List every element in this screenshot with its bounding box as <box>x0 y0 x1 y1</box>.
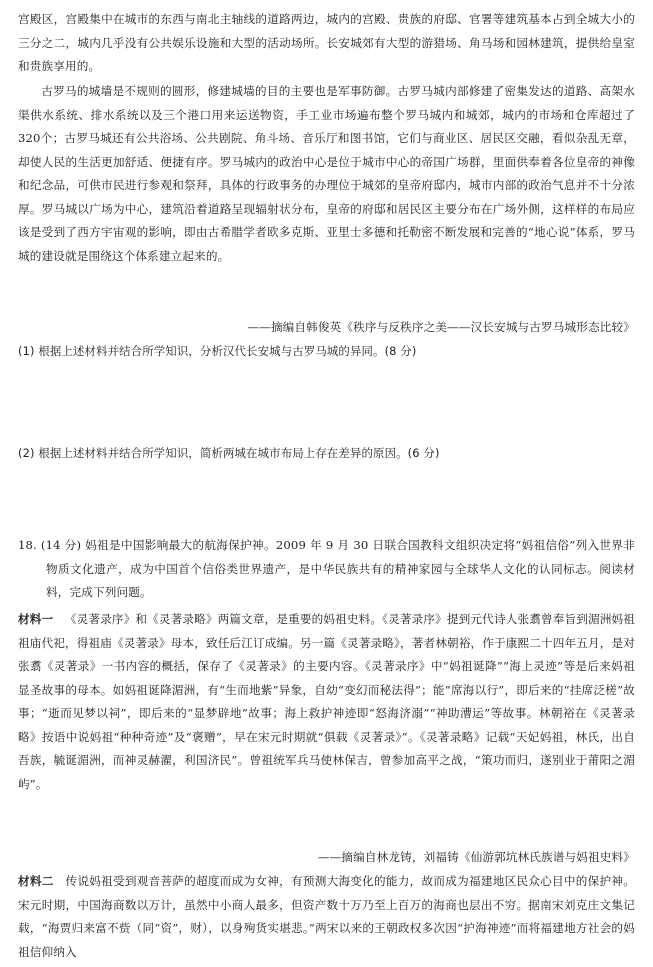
question-1: (1) 根据上述材料并结合所学知识，分析汉代长安城与古罗马城的异同。(8 分) <box>18 344 417 358</box>
material-one-label: 材料一 <box>18 612 54 626</box>
question-18-intro: 18. (14 分) 妈祖是中国影响最大的航海保护神。2009 年 9 月 30 日联合国教科文组织决定将“妈祖信俗”列入世界非物质文化遗产，成为中国首个信俗类世界遗产，是中华民族共有的精神家园与全球华人文化的认同标志。阅读材料，完成下列问题。 <box>18 538 635 599</box>
material-two-label: 材料二 <box>18 874 54 888</box>
material-one-source: ——摘编自林龙铸，刘福铸《仙游郭坑林氏族谱与妈祖史料》 <box>317 850 635 864</box>
material-two <box>18 870 635 964</box>
material-one <box>18 608 635 796</box>
question-2: (2) 根据上述材料并结合所学知识，简析两城在城市布局上存在差异的原因。(6 分) <box>18 446 440 460</box>
material-one-text: 《灵著录序》和《灵著录略》两篇文章，是重要的妈祖史料。《灵著录序》提到元代诗人张翥曾奉旨到湄洲妈祖祖庙代祀，得祖庙《灵著录》母本，致任后江订成编。另一篇《灵著录略》，著者林朝裕，作于康熙二十四年五月，是对张翥《灵著录》一书内容的概括，保存了《灵著录》的主要内容。《灵著录序》中“妈祖诞降”“海上灵迹”等是后来妈祖显圣故事的母本。如妈祖诞降湄洲，有“生而地紫”异象，自幼“变幻而秘法得”；能“席海以行”，即后来的“挂席泛槎”故事；“逝而见梦以祠”，即后来的“显梦辟地”故事；海上救护神迹即“怒海济溺”“神助漕运”等故事。林朝裕在《灵著录略》按语中说妈祖“种种奇迹”及“褒赠”，早在宋元时期就“俱载《灵著录》”。《灵著录略》记载“天妃妈祖，林氏，出自吾族，毓诞湄洲，而神灵赫濯，利国济民”。曾祖统军兵马使林保吉，曾参加高平之战，“策功而归，遂别业于莆阳之湄屿”。 <box>18 612 635 791</box>
source-citation: ——摘编自韩俊英《秩序与反秩序之美——汉长安城与古罗马城形态比较》 <box>247 320 635 334</box>
material-two-text: 传说妈祖受到观音菩萨的超度而成为女神，有预测大海变化的能力，故而成为福建地区民众心目中的保护神。宋元时期，中国海商数以万计，虽然中小商人最多，但资产数十万乃至上百万的海商也层出不穷。据南宋刘克庄文集记载，“海贾归来富不赀（同“资”，财），以身殉货实堪悲。”两宋以来的王朝政权多次因“护海神迹”而将福建地方社会的妈祖信仰纳入 <box>18 874 635 959</box>
paragraph-rome-city: 古罗马的城墙是不规则的圆形，修建城墙的目的主要也是军事防御。古罗马城内部修建了密集发达的道路、高架水渠供水系统、排水系统以及三个港口用来运送物资，手工业市场遍布整个罗马城内和城郊，城内的市场和仓库超过了320个；古罗马城还有公共浴场、公共剧院、角斗场、音乐厅和图书馆，它们与商业区、居民区交融，看似杂乱无章，却使人民的生活更加舒适、便捷有序。罗马城内的政治中心是位于城市中心的帝国广场群，里面供奉着各位皇帝的神像和纪念品，可供市民进行参观和祭拜，具体的行政事务的办理位于城郊的皇帝府邸内，城市内部的政治气息并不十分浓厚。罗马城以广场为中心，建筑沿着道路呈现辐射状分布，皇帝的府邸和居民区主要分布在广场外侧，这样样的布局应该是受到了西方宇宙观的影响，即由古希腊学者欧多克斯、亚里士多德和托勒密不断发展和完善的“地心说”体系，罗马城的建设就是围绕这个体系建立起来的。 <box>18 84 635 263</box>
paragraph-changan-palace: 宫殿区，宫殿集中在城市的东西与南北主轴线的道路两边，城内的宫殿、贵族的府邸、官署等建筑基本占到全城大小的三分之二，城内几乎没有公共娱乐设施和大型的活动场所。长安城郊有大型的游猎场、角马场和园林建筑，提供给皇室和贵族享用的。 <box>18 12 635 73</box>
